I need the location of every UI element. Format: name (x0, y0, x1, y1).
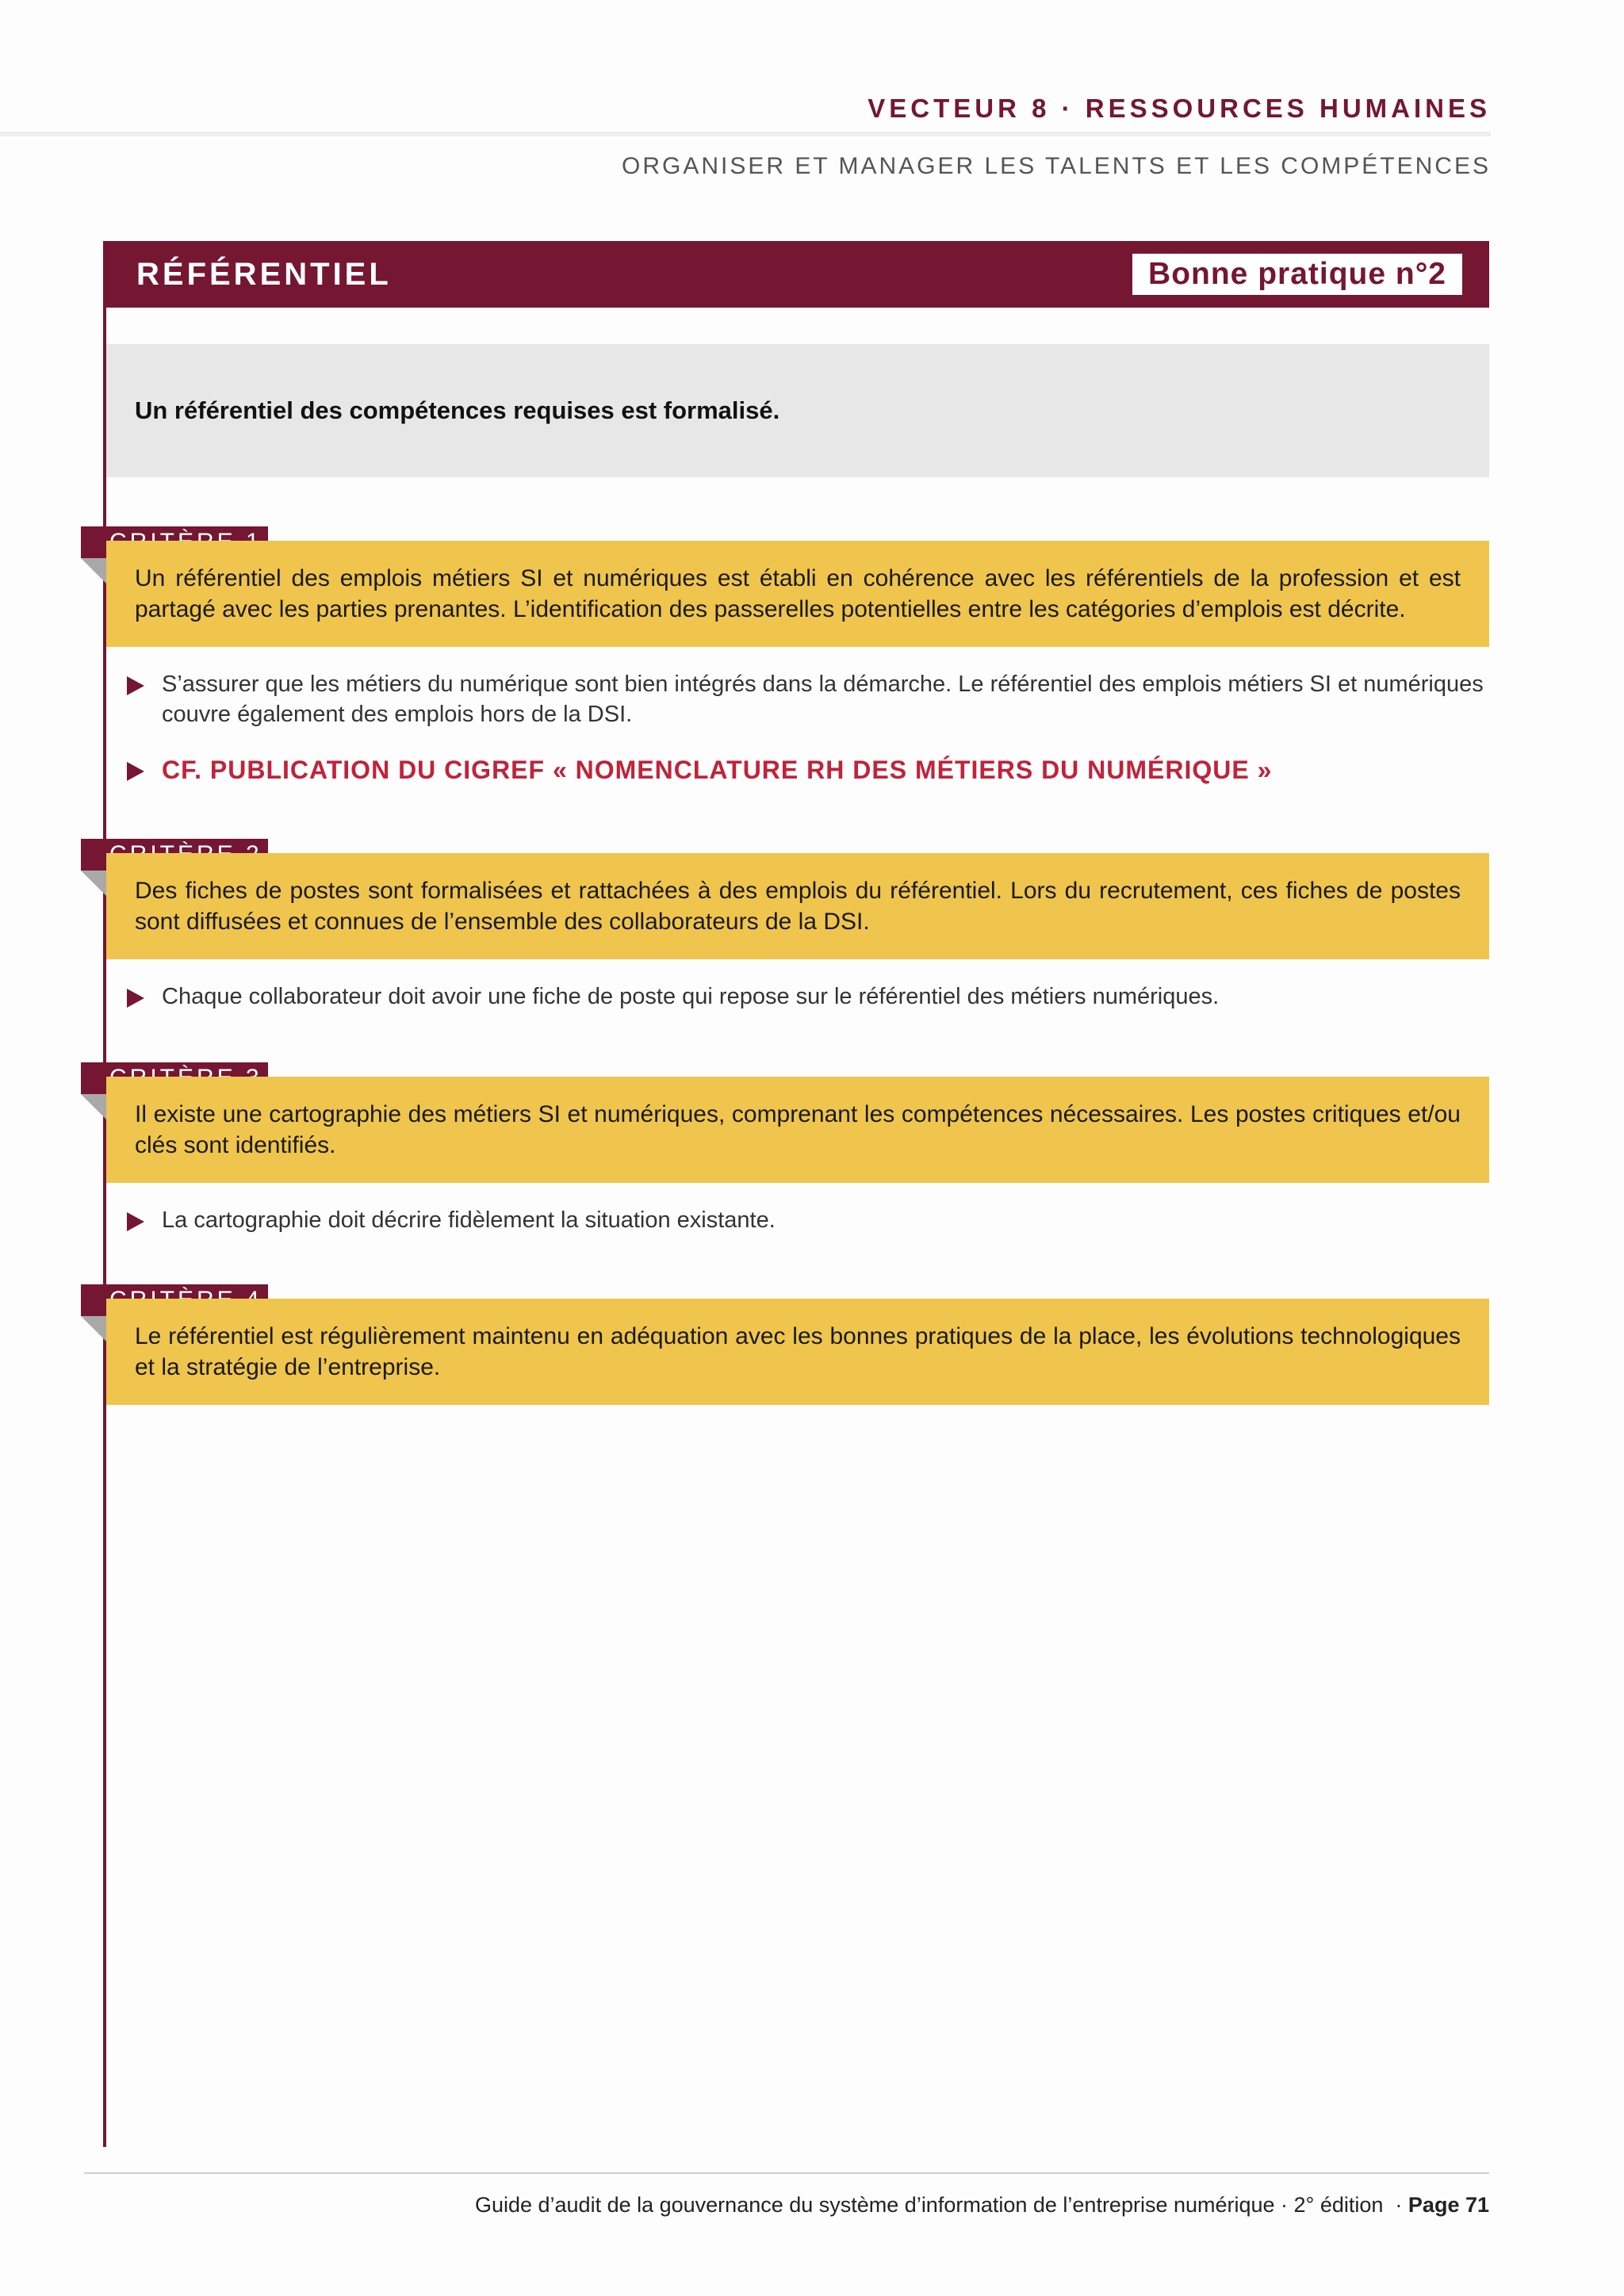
criterion-3-bullet-text: La cartographie doit décrire fidèlement la situation existante. (162, 1207, 776, 1233)
triangle-bullet-icon (127, 762, 144, 781)
criterion-1-text: Un référentiel des emplois métiers SI et numériques est établi en cohérence avec les référentiels de la profession et est partagé avec les parties prenantes. L’identification des passerelles potentielles entre les catégories d’emplois est décrite. (135, 565, 1461, 622)
footer (475, 2193, 1489, 2218)
vector-title: VECTEUR 8 · RESSOURCES HUMAINES (868, 94, 1491, 123)
practice-number-badge: Bonne pratique n°2 (1132, 254, 1462, 295)
triangle-bullet-icon (127, 1212, 144, 1231)
practice-title: RÉFÉRENTIEL (136, 257, 392, 292)
practice-statement: Un référentiel des compétences requises est formalisé. (135, 396, 780, 424)
practice-header (106, 241, 1489, 308)
header-divider (0, 132, 1491, 136)
triangle-bullet-icon (127, 676, 144, 695)
criterion-1-bullet-text: S’assurer que les métiers du numérique sont bien intégrés dans la démarche. Le référentiel des emplois métiers SI et numériques couvre également des emplois hors de la DSI. (162, 672, 1484, 727)
criterion-1-box (106, 541, 1489, 647)
criterion-2-bullet-text: Chaque collaborateur doit avoir une fiche de poste qui repose sur le référentiel des métiers numériques. (162, 984, 1220, 1009)
criterion-3-bullet (127, 1205, 1489, 1235)
vector-subtitle: ORGANISER ET MANAGER LES TALENTS ET LES COMPÉTENCES (621, 153, 1491, 179)
criterion-2-fold (81, 871, 106, 896)
triangle-bullet-icon (127, 989, 144, 1008)
criterion-2-bullet (127, 982, 1489, 1012)
criterion-1-fold (81, 558, 106, 584)
criterion-3-text: Il existe une cartographie des métiers SI et numériques, comprenant les compétences nécessaires. Les postes critiques et/ou clés sont identifiés. (135, 1101, 1461, 1158)
criterion-1-reference-text: CF. PUBLICATION DU CIGREF « NOMENCLATURE RH DES MÉTIERS DU NUMÉRIQUE » (162, 756, 1273, 784)
criterion-2-box (106, 853, 1489, 959)
criterion-4-fold (81, 1316, 106, 1341)
criterion-1-reference (127, 755, 1489, 785)
footer-guide-title: Guide d’audit de la gouvernance du système d’information de l’entreprise numérique · 2° édition · (474, 2193, 1408, 2217)
criterion-3-fold (81, 1094, 106, 1119)
practice-statement-box (106, 344, 1489, 477)
criterion-4-box (106, 1299, 1489, 1405)
footer-divider (84, 2172, 1489, 2174)
criterion-4-text: Le référentiel est régulièrement maintenu en adéquation avec les bonnes pratiques de la place, les évolutions technologiques et la stratégie de l’entreprise. (135, 1323, 1461, 1380)
criterion-1-bullet (127, 669, 1489, 729)
criterion-2-text: Des fiches de postes sont formalisées et rattachées à des emplois du référentiel. Lors du recrutement, ces fiches de postes sont diffusées et connues de l’ensemble des collaborateurs de la DSI. (135, 878, 1461, 935)
criterion-3-box (106, 1077, 1489, 1183)
page-number: Page 71 (1408, 2193, 1489, 2217)
